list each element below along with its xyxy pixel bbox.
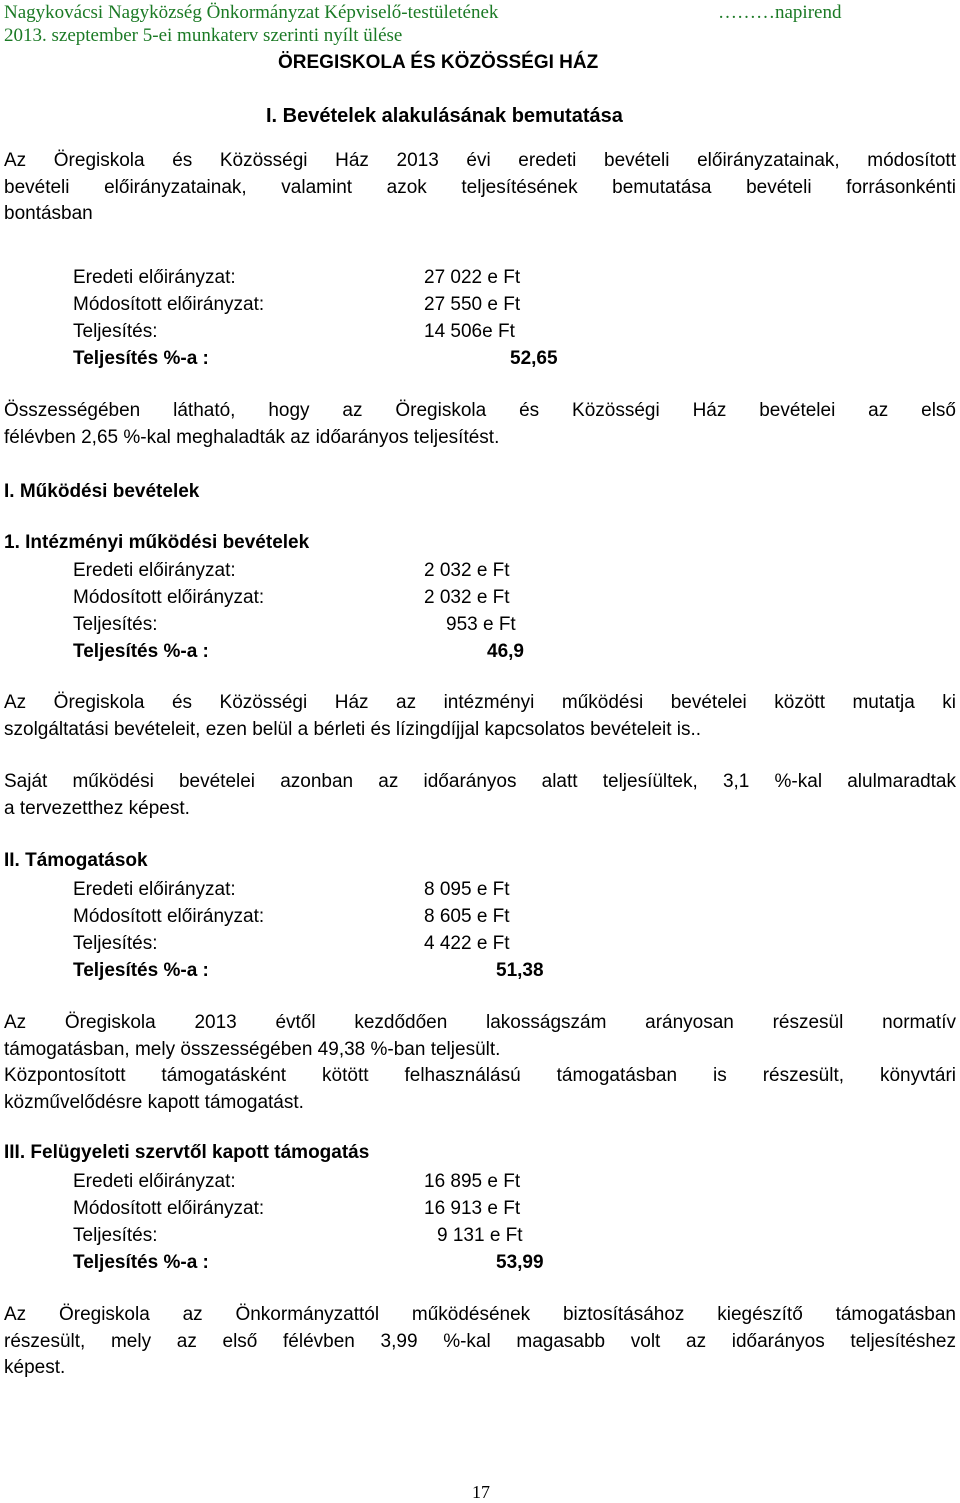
label-percent: Teljesítés %-a : — [73, 348, 209, 369]
intro-line: bontásban — [4, 203, 93, 224]
paragraph-line: Az Öregiskola 2013 évtől kezdődően lakosságszám arányosan részesül normatív — [4, 1012, 956, 1033]
label-modified: Módosított előirányzat: — [73, 906, 265, 927]
paragraph-line: a tervezetthez képest. — [4, 797, 190, 819]
paragraph-line: Az Öregiskola az Önkormányzattól működésének biztosításához kiegészítő támogatásban — [4, 1304, 956, 1325]
subsection-heading: I. Működési bevételek — [4, 481, 200, 502]
value-original: 27 022 e Ft — [424, 267, 521, 288]
value-percent: 53,99 — [496, 1252, 544, 1273]
value-modified: 27 550 e Ft — [424, 294, 521, 315]
block1-heading: 1. Intézményi működési bevételek — [4, 532, 310, 553]
value-fulfilled: 14 506e Ft — [424, 321, 515, 342]
label-modified: Módosított előirányzat: — [73, 294, 265, 315]
paragraph-line: közművelődésre kapott támogatást. — [4, 1091, 304, 1113]
value-fulfilled: 4 422 e Ft — [424, 933, 510, 954]
block3-heading: III. Felügyeleti szervtől kapott támogatás — [4, 1142, 370, 1163]
summary-line: Összességében látható, hogy az Öregiskola és Közösségi Ház bevételei az első — [4, 400, 956, 421]
intro-line: Az Öregiskola és Közösségi Ház 2013 évi eredeti bevételi előirányzatainak, módosított — [4, 150, 956, 171]
label-original: Eredeti előirányzat: — [73, 1171, 236, 1192]
label-modified: Módosított előirányzat: — [73, 587, 265, 608]
intro-paragraph — [4, 148, 956, 228]
label-percent: Teljesítés %-a : — [73, 960, 209, 981]
label-fulfilled: Teljesítés: — [73, 1225, 158, 1246]
value-original: 16 895 e Ft — [424, 1171, 521, 1192]
document-title: ÖREGISKOLA ÉS KÖZÖSSÉGI HÁZ — [278, 52, 599, 73]
value-original: 2 032 e Ft — [424, 560, 510, 581]
value-fulfilled: 9 131 e Ft — [437, 1225, 523, 1246]
paragraph-line: Saját működési bevételei azonban az időarányos alatt teljesíültek, 3,1 %-kal alulmaradtak — [4, 771, 956, 792]
summary-paragraph — [4, 398, 956, 451]
value-percent: 52,65 — [510, 348, 558, 369]
paragraph-line: szolgáltatási bevételeit, ezen belül a bérleti és lízingdíjjal kapcsolatos bevételeit is.. — [4, 718, 702, 740]
block2-heading: II. Támogatások — [4, 850, 148, 871]
paragraph-line: képest. — [4, 1357, 66, 1378]
value-modified: 2 032 e Ft — [424, 587, 510, 608]
paragraph-line: részesült, mely az első félévben 3,99 %-kal magasabb volt az időarányos teljesítéshez — [4, 1330, 956, 1352]
label-fulfilled: Teljesítés: — [73, 933, 158, 954]
header-subtitle: 2013. szeptember 5-ei munkaterv szerinti nyílt ülése — [4, 25, 403, 46]
header-title: Nagykovácsi Nagyközség Önkormányzat Képviselő-testületének — [4, 2, 499, 23]
label-percent: Teljesítés %-a : — [73, 641, 209, 662]
page-number: 17 — [472, 1482, 490, 1502]
value-percent: 46,9 — [487, 641, 524, 662]
paragraph-line: Az Öregiskola és Közösségi Ház az intézményi működési bevételei között mutatja ki — [4, 692, 956, 713]
label-percent: Teljesítés %-a : — [73, 1252, 209, 1273]
label-original: Eredeti előirányzat: — [73, 560, 236, 581]
paragraph-line: Központosított támogatásként kötött felhasználású támogatásban is részesült, könyvtári — [4, 1065, 956, 1086]
label-modified: Módosított előirányzat: — [73, 1198, 265, 1219]
intro-line: bevételi előirányzatainak, valamint azok teljesítésének bemutatása bevételi forrásonkénti — [4, 176, 956, 198]
label-fulfilled: Teljesítés: — [73, 614, 158, 635]
paragraph-line: támogatásban, mely összességében 49,38 %-ban teljesült. — [4, 1038, 501, 1060]
value-modified: 16 913 e Ft — [424, 1198, 521, 1219]
value-original: 8 095 e Ft — [424, 879, 510, 900]
paragraph-1 — [4, 690, 956, 743]
label-fulfilled: Teljesítés: — [73, 321, 158, 342]
value-modified: 8 605 e Ft — [424, 906, 510, 927]
value-fulfilled: 953 e Ft — [446, 614, 516, 635]
summary-line: félévben 2,65 %-kal meghaladták az időarányos teljesítést. — [4, 426, 500, 448]
header-agenda-label: ………napirend — [718, 2, 842, 23]
label-original: Eredeti előirányzat: — [73, 879, 236, 900]
value-percent: 51,38 — [496, 960, 544, 981]
paragraph-3 — [4, 1010, 956, 1116]
section-title: I. Bevételek alakulásának bemutatása — [266, 105, 623, 127]
paragraph-4 — [4, 1302, 956, 1382]
label-original: Eredeti előirányzat: — [73, 267, 236, 288]
paragraph-2 — [4, 769, 956, 822]
